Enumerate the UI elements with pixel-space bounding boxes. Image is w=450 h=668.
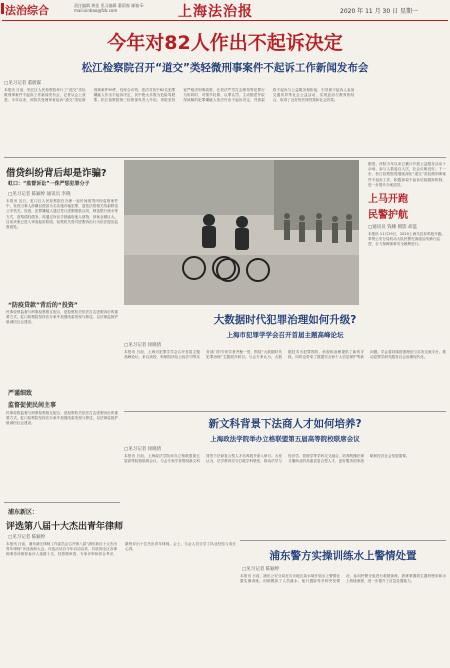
masthead: 上海法治报: [178, 4, 253, 20]
left-article-subheading-2: 严谨细致: [8, 390, 33, 397]
marathon-photo-illustration: [124, 160, 359, 305]
left-article-body-3: 民事检察监督与刑事检察相互配合，是检察机关依法打击虚假诉讼的重要方式。虹口检察院坚持在办案中加强线索发现与移送，以法律监督护航诚信社会建设。: [6, 411, 118, 426]
article3-body: 本报讯 日前，上海政法学院举办立格联盟第五届高等院校联席会议，与会专家学者围绕新文科背景下法商复合型人才培养展开深入研讨。大家认为，法学教育应当打破学科壁垒，推动法学与经济学、管理学等学科交叉融合，培养既懂法律又懂商业的高素质复合型人才，更好服务国家战略和经济社会发展需要。: [124, 454, 410, 464]
article2-title: 大数据时代犯罪治理如何升级?: [213, 314, 357, 326]
lawyer-article-title: 评选第八届十大杰出青年律师: [6, 522, 124, 532]
article4-title: 浦东警方实操训练水上警情处置: [269, 550, 417, 562]
left-article-subheading: “防疫贷款”背后的“投资”: [8, 302, 78, 309]
left-article-subheading-3: 监督促使民间主事: [8, 402, 57, 409]
photo-caption-body: 本报讯 11月29日，2020上海马拉松鸣枪开跑。奉贤公安分局机动大队民警在赛道沿线骑行巡逻，全力保障赛事安全顺利进行。: [368, 232, 445, 246]
header-contacts: 责任编辑 黄佳 见习编辑 董蔚霖 邮箱 E-mail:xinbao@fzb.com: [74, 3, 145, 13]
issue-date: 2020 年 11 月 30 日 星期一: [340, 8, 418, 15]
article3-subtitle: 上海政法学院举办立格联盟第五届高等院校联席会议: [210, 435, 360, 443]
header-rule: [2, 20, 448, 21]
article3-divider: [124, 411, 446, 412]
article4-divider: [240, 540, 446, 541]
lead-headline: 今年对82人作出不起诉决定: [107, 32, 343, 54]
lead-subhead: 松江检察院召开“道交”类轻微刑事案件不起诉工作新闻发布会: [81, 62, 369, 74]
article2-subtitle: 上海市犯罪学学会召开首届主题高峰论坛: [226, 331, 344, 339]
left-article-byline: □见习记者 陈颖婷 通讯员 李晓: [8, 192, 71, 197]
lead-byline: □见习记者 董蔚霖: [4, 81, 42, 86]
photo-caption-title: 上马开跑: [368, 194, 408, 205]
article4-byline: □见习记者 陈颖婷: [242, 567, 280, 572]
page-section: 法治综合: [5, 4, 49, 17]
article3-byline: □见习记者 徐晓倩: [124, 447, 162, 452]
left-article-body-2: 民事检察监督与刑事检察相互配合，是检察机关依法打击虚假诉讼的重要方式。虹口检察院坚持在办案中加强线索发现与移送，以法律监督护航诚信社会建设。: [6, 310, 118, 325]
article2-body: 本报讯 日前，上海市犯罪学学会召开首届主题高峰论坛，来自高校、科研院所及公检法司等实务部门的专家学者齐聚一堂，围绕“大数据时代犯罪治理”主题展开研讨。与会专家认为，大数据技术为犯罪预防、侦查和治理提供了新的手段，同时也带来了数据安全和个人信息保护等新问题。学会将持续搭建理论与实务交流平台，推动犯罪学研究服务社会治理现代化。: [124, 350, 446, 360]
section-divider: [4, 157, 446, 158]
lead-body: 本报讯 日前，松江区人民检察院举行了“道交”类轻微刑事案件不起诉工作新闻发布会，记者从会上获悉，今年以来，该院共受理审查起诉“道交”类轻微刑事案件99件，经综合评判，依法对其中82名犯罪嫌疑人作出不起诉决定，其中绝大多数为危险驾驶罪。松江检察院第三检察部负责人介绍，该院坚持宽严相济刑事政策，在依法严厉打击醉驾等犯罪行为的同时，对情节轻微、认罪认罚、主动赔偿并取得谅解的犯罪嫌疑人依法作出不起诉决定，并探索将不起诉与公益服务相衔接，引导被不起诉人参加交通劝导等社会公益活动，实现惩治与教育相结合，取得了良好的法律效果和社会效果。: [4, 88, 355, 103]
article4-body: 本报讯 日前，浦东公安分局在川沙地区某水域开展水上警情处置实操训练。训练模拟了人员落水、船只遇险等多种突发情况，参训民警分组进行救援演练，熟练掌握救生器材使用和水上救援流程，进一步提升了应急处置能力。: [240, 574, 446, 584]
article3-title: 新文科背景下法商人才如何培养?: [208, 418, 362, 430]
photo-caption-byline: □通讯员 钱姗 摄影 胡蓝: [368, 225, 418, 230]
lawyer-article-body: 本报讯 日前，浦东新区律师工作委员会召开第八届“浦东新区十大杰出青年律师”评选表彰大会。评选活动自今年启动以来，共收到全区各律师事务所推荐参评人选数十名，经资格审查、专家评审和综合考评，最终评出十位杰出青年律师。会上，与会人员分享了执业经验与成长心得。: [6, 542, 236, 557]
left-article-title: 借贷纠纷背后却是诈骗?: [6, 168, 107, 179]
lawyer-article-byline: □见习记者 陈颖婷: [8, 535, 46, 540]
left-divider: [4, 502, 120, 503]
left-article-body: 本报讯 近日，虹口区人民检察院在办理一起民间借贷纠纷监督案件中，发现当事人涉嫌以借款为名实施诈骗犯罪，遂依法将相关线索移送公安机关。经查，犯罪嫌疑人通过签订虚假借款合同、制造银行流水等方式，虚构债权债务，再通过诉讼手段骗取他人财物，涉案金额巨大。目前该案已进入审查起诉阶段，检察机关将对虚假诉讼行为依法提出监督意见。: [6, 199, 118, 230]
left-article-subtitle: 虹口：“监督诉讼”一侏严惩犯罪分子: [8, 181, 90, 187]
photo-caption-subtitle: 民警护航: [368, 210, 408, 221]
right-column-body: 据悉，该院今年以来已累计开展公益服务活动十余场，参与人数逾百人次，社会反响良好。下一步，松江检察院将继续深化“道交”类轻微刑事案件不起诉工作，积极探索不起诉后续跟踪机制，进一步提升办案质效。: [368, 162, 446, 187]
lawyer-article-kicker: 浦东新区：: [8, 509, 39, 516]
page-header: [0, 0, 450, 22]
marathon-photo: [124, 160, 359, 305]
article2-byline: □见习记者 徐晓倩: [124, 343, 162, 348]
